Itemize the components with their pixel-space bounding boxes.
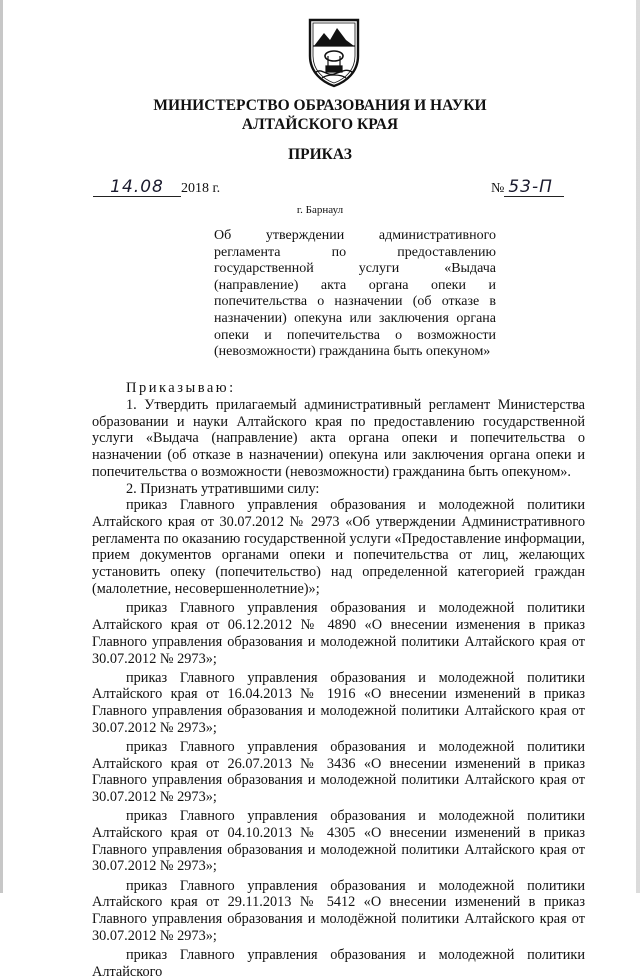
repealed-order: приказ Главного управления образования и молодежной политики Алтайского bbox=[92, 947, 585, 980]
city-name: г. Барнаул bbox=[296, 204, 344, 216]
document-date bbox=[93, 177, 221, 197]
order-subject: Об утверждении административного регламента по предоставлению государственной услуги «Выдача (направление) акта органа опеки и попечительства о назначении (об отказе в назначении) опекуна или заключения органа опеки и попечительства о возможности (невозможности) гражданина быть опекуном» bbox=[214, 228, 496, 360]
repealed-order: приказ Главного управления образования и молодежной политики Алтайского края от 04.10.2013 № 4305 «О внесении изменений в приказ Главного управления образования и молодежной политики Алтайского края от 30.07.2012 № 2973»; bbox=[92, 808, 585, 875]
ministry-title-line-1: МИНИСТЕРСТВО ОБРАЗОВАНИЯ И НАУКИ bbox=[153, 97, 487, 114]
handwritten-number: 53-П bbox=[508, 177, 553, 197]
document-type: ПРИКАЗ bbox=[288, 146, 352, 163]
handwritten-date: 14.08 bbox=[110, 177, 164, 197]
order-item-2: 2. Признать утратившими силу: bbox=[126, 480, 320, 497]
repealed-order: приказ Главного управления образования и молодежной политики Алтайского края от 30.07.2012 № 2973 «Об утверждении Административного регламента по оказанию государственной услуги «Предоставление информации, прием документов органами опеки и попечительства от лиц, желающих установить опеку (попечительство) над определенной категорией граждан (малолетние, несовершеннолетние)»; bbox=[92, 497, 585, 597]
date-year: 2018 г. bbox=[181, 181, 221, 196]
document-number bbox=[491, 177, 564, 197]
repealed-order: приказ Главного управления образования и молодежной политики Алтайского края от 26.07.2013 № 3436 «О внесении изменений в приказ Главного управления образования и молодежной политики Алтайского края от 30.07.2012 № 2973»; bbox=[92, 739, 585, 806]
order-word: Приказываю: bbox=[126, 380, 236, 396]
ministry-title-line-2: АЛТАЙСКОГО КРАЯ bbox=[241, 116, 399, 133]
repealed-order: приказ Главного управления образования и молодежной политики Алтайского края от 29.11.2013 № 5412 «О внесении изменений в приказ Главного управления образования и молодёжной политики Алтайского края от 30.07.2012 № 2973»; bbox=[92, 877, 585, 944]
order-item-1: 1. Утвердить прилагаемый административный регламент Министерства образовании и науки Алтайского края по предоставлению государственной услуги «Выдача (направление) акта органа опеки и попечительства о назначении (об отказе в назначении) опекуна или заключения органа опеки и попечительства о возможности (невозможности) гражданина быть опекуном». bbox=[92, 397, 585, 480]
number-sign: № bbox=[491, 181, 505, 196]
repealed-order: приказ Главного управления образования и молодежной политики Алтайского края от 06.12.2012 № 4890 «О внесении изменения в приказ Главного управления образования и молодежной политики Алтайского края от 30.07.2012 № 2973»; bbox=[92, 600, 585, 667]
coat-of-arms-emblem bbox=[304, 16, 364, 88]
repealed-order: приказ Главного управления образования и молодежной политики Алтайского края от 16.04.2013 № 1916 «О внесении изменений в приказ Главного управления образования и молодежной политики Алтайского края от 30.07.2012 № 2973»; bbox=[92, 669, 585, 736]
